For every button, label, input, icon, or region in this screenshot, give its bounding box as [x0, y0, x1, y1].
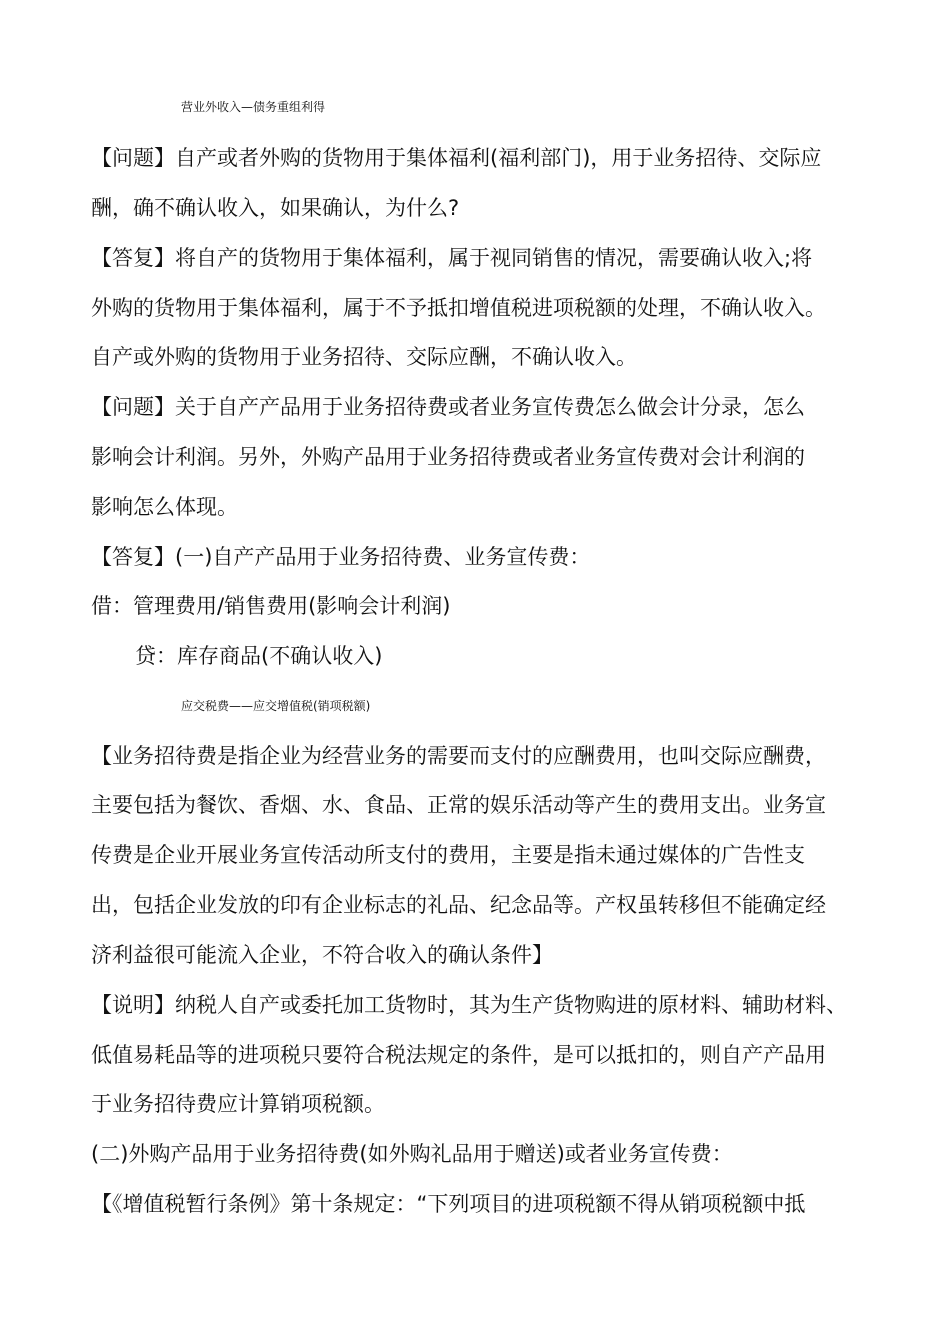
paragraph-line: 自产或外购的货物用于业务招待、交际应酬，不确认收入。 — [91, 345, 637, 369]
journal-entry-line: 应交税费——应交增值税(销项税额) — [181, 699, 371, 713]
paragraph-line: 【《增值税暂行条例》第十条规定：“下列项目的进项税额不得从销项税额中抵 — [91, 1192, 806, 1216]
paragraph-line: 于业务招待费应计算销项税额。 — [91, 1092, 385, 1116]
paragraph-line: 外购的货物用于集体福利，属于不予抵扣增值税进项税额的处理，不确认收入。 — [91, 296, 826, 320]
paragraph-line: 酬，确不确认收入，如果确认，为什么? — [91, 196, 460, 220]
paragraph-line: 济利益很可能流入企业，不符合收入的确认条件】 — [91, 943, 553, 967]
paragraph-line: 【业务招待费是指企业为经营业务的需要而支付的应酬费用，也叫交际应酬费， — [91, 744, 826, 768]
heading-line: 营业外收入—债务重组利得 — [181, 100, 326, 114]
paragraph-line: 【问题】关于自产产品用于业务招待费或者业务宣传费怎么做会计分录，怎么 — [91, 395, 805, 419]
paragraph-line: 【说明】纳税人自产或委托加工货物时，其为生产货物购进的原材料、辅助材料、 — [91, 993, 847, 1017]
paragraph-line: 低值易耗品等的进项税只要符合税法规定的条件，是可以抵扣的，则自产产品用 — [91, 1043, 826, 1067]
paragraph-line: 主要包括为餐饮、香烟、水、食品、正常的娱乐活动等产生的费用支出。业务宣 — [91, 793, 826, 817]
paragraph-line: 【答复】(一)自产产品用于业务招待费、业务宣传费： — [91, 545, 591, 569]
journal-entry-line: 贷：库存商品(不确认收入) — [135, 644, 383, 668]
paragraph-line: 影响会计利润。另外，外购产品用于业务招待费或者业务宣传费对会计利润的 — [91, 445, 805, 469]
paragraph-line: 【问题】自产或者外购的货物用于集体福利(福利部门)，用于业务招待、交际应 — [91, 146, 822, 170]
paragraph-line: 传费是企业开展业务宣传活动所支付的费用，主要是指未通过媒体的广告性支 — [91, 843, 805, 867]
paragraph-line: 影响怎么体现。 — [91, 495, 238, 519]
journal-entry-line: 借：管理费用/销售费用(影响会计利润) — [91, 594, 451, 618]
paragraph-line: 【答复】将自产的货物用于集体福利，属于视同销售的情况，需要确认收入;将 — [91, 246, 813, 270]
paragraph-line: 出，包括企业发放的印有企业标志的礼品、纪念品等。产权虽转移但不能确定经 — [91, 893, 826, 917]
paragraph-line: (二)外购产品用于业务招待费(如外购礼品用于赠送)或者业务宣传费： — [91, 1142, 733, 1166]
